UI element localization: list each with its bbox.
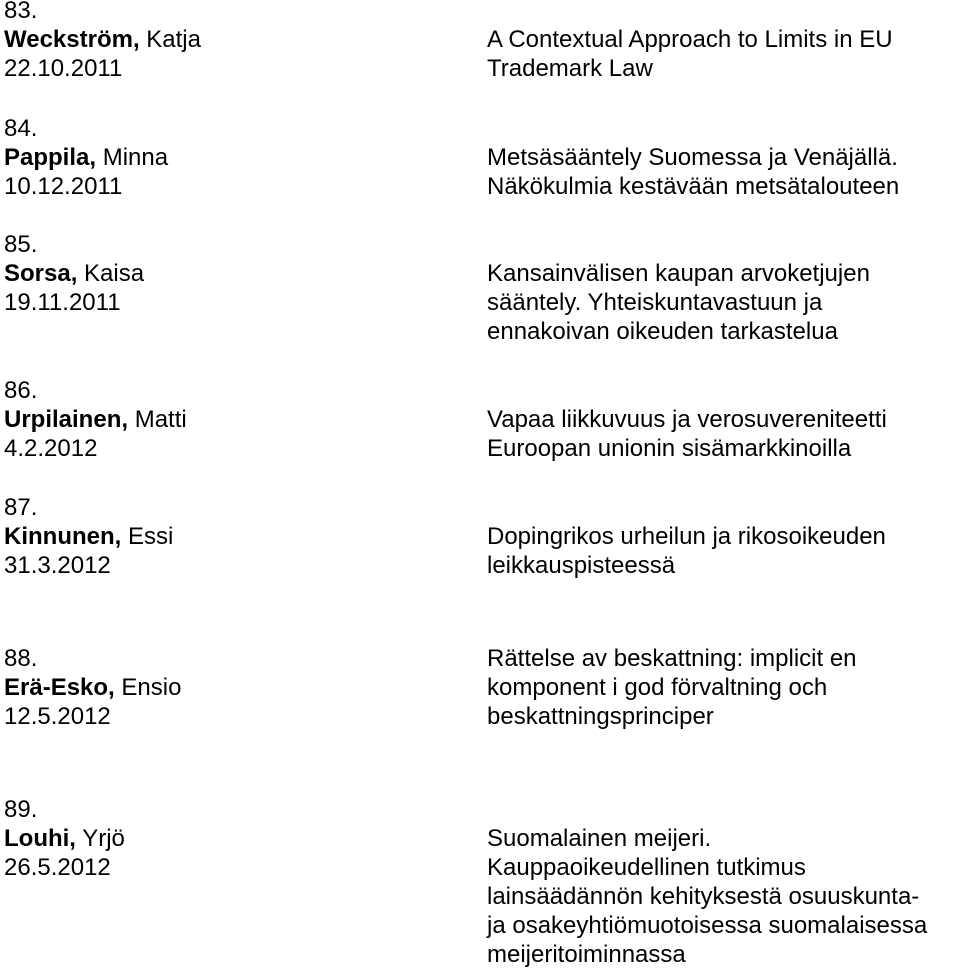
author-given-name: Essi — [128, 523, 174, 550]
author-given-name: Kaisa — [84, 260, 145, 287]
author-given-name: Ensio — [121, 674, 182, 701]
author-surname: Urpilainen, — [4, 406, 129, 433]
author-surname: Sorsa, — [4, 260, 78, 287]
author-given-name: Matti — [134, 406, 187, 433]
publication-date: 10.12.2011 — [4, 173, 123, 200]
publication-date: 26.5.2012 — [4, 854, 111, 881]
publication-title — [487, 143, 957, 201]
title-line: Vapaa liikkuvuus ja verosuvereniteetti — [487, 406, 887, 433]
publication-entry — [4, 0, 954, 86]
author-name — [4, 405, 474, 434]
author-block — [4, 230, 474, 317]
entry-number: 89. — [4, 796, 38, 823]
publication-title — [487, 644, 957, 731]
title-line: Kauppaoikeudellinen tutkimus — [487, 854, 806, 881]
publication-date: 31.3.2012 — [4, 552, 111, 579]
title-line: sääntely. Yhteiskuntavastuun ja — [487, 289, 823, 316]
title-line: ja osakeyhtiömuotoisessa suomalaisessa — [487, 912, 928, 939]
publication-title — [487, 824, 957, 969]
entry-number: 87. — [4, 494, 38, 521]
author-given-name: Yrjö — [82, 825, 125, 852]
publication-entry — [4, 493, 954, 583]
entry-number: 85. — [4, 231, 38, 258]
entry-number: 84. — [4, 115, 38, 142]
title-line: Rättelse av beskattning: implicit en — [487, 645, 857, 672]
author-given-name: Minna — [102, 144, 169, 171]
publication-date: 22.10.2011 — [4, 55, 123, 82]
author-block — [4, 0, 474, 83]
publication-title — [487, 259, 957, 346]
title-line: Trademark Law — [487, 55, 653, 82]
author-block — [4, 644, 474, 731]
title-line: lainsäädännön kehityksestä osuuskunta- — [487, 883, 920, 910]
author-block — [4, 493, 474, 580]
title-line: ennakoivan oikeuden tarkastelua — [487, 318, 838, 345]
publication-entry — [4, 114, 954, 204]
author-block — [4, 795, 474, 882]
title-line: beskattningsprinciper — [487, 703, 714, 730]
title-line: A Contextual Approach to Limits in EU — [487, 26, 893, 53]
title-line: komponent i god förvaltning och — [487, 674, 828, 701]
publication-entry — [4, 795, 954, 975]
author-name — [4, 824, 474, 853]
entry-number: 86. — [4, 377, 38, 404]
title-line: leikkauspisteessä — [487, 552, 676, 579]
title-line: meijeritoiminnassa — [487, 941, 686, 968]
publication-date: 19.11.2011 — [4, 289, 121, 316]
title-line: Näkökulmia kestävään metsätalouteen — [487, 173, 900, 200]
publication-title — [487, 405, 957, 463]
author-block — [4, 114, 474, 201]
title-line: Suomalainen meijeri. — [487, 825, 712, 852]
author-given-name: Katja — [146, 26, 201, 53]
author-surname: Weckström, — [4, 26, 140, 53]
title-line: Metsäsääntely Suomessa ja Venäjällä. — [487, 144, 898, 171]
author-surname: Pappila, — [4, 144, 97, 171]
author-surname: Kinnunen, — [4, 523, 122, 550]
entry-number: 88. — [4, 645, 38, 672]
publication-entry — [4, 230, 954, 350]
title-line: Kansainvälisen kaupan arvoketjujen — [487, 260, 870, 287]
title-line: Dopingrikos urheilun ja rikosoikeuden — [487, 523, 886, 550]
publication-title — [487, 25, 957, 83]
author-block — [4, 376, 474, 463]
publication-title — [487, 522, 957, 580]
publication-date: 4.2.2012 — [4, 435, 98, 462]
author-name — [4, 673, 474, 702]
author-surname: Erä-Esko, — [4, 674, 115, 701]
author-name — [4, 143, 474, 172]
publication-entry — [4, 376, 954, 466]
author-surname: Louhi, — [4, 825, 76, 852]
entry-number: 83. — [4, 0, 38, 24]
author-name — [4, 25, 474, 54]
author-name — [4, 522, 474, 551]
author-name — [4, 259, 474, 288]
publication-entry — [4, 644, 954, 734]
publication-date: 12.5.2012 — [4, 703, 111, 730]
title-line: Euroopan unionin sisämarkkinoilla — [487, 435, 852, 462]
